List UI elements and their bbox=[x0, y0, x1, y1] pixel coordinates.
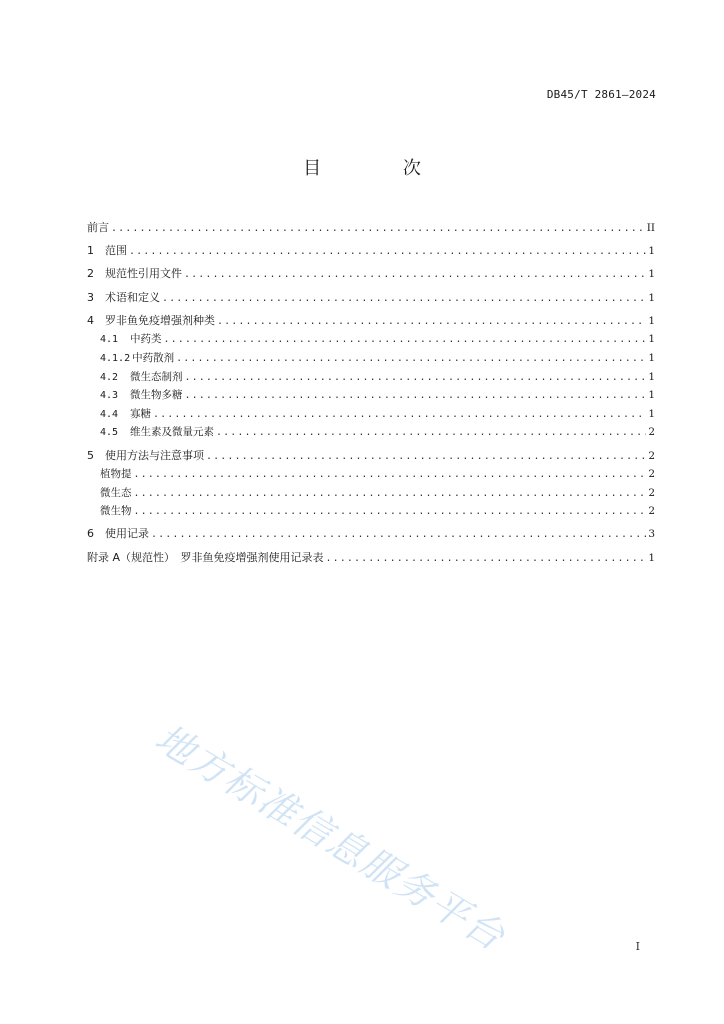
toc-entry[interactable] bbox=[87, 502, 655, 521]
toc-entry-title: 前言 bbox=[87, 221, 109, 234]
toc-entry-number: 4.5 bbox=[100, 427, 119, 439]
page-number: I bbox=[635, 940, 640, 953]
toc-entry-page: 1 bbox=[648, 351, 655, 364]
toc-dot-leader bbox=[217, 313, 646, 332]
toc-entry[interactable] bbox=[87, 465, 655, 484]
toc-entry-title: 罗非鱼免疫增强剂种类 bbox=[105, 313, 215, 327]
toc-dot-leader bbox=[134, 503, 647, 522]
toc-entry-page: 1 bbox=[648, 389, 655, 402]
watermark-text: 地方标准信息服务平台 bbox=[147, 715, 514, 960]
toc-entry[interactable] bbox=[87, 447, 655, 466]
toc-entry-page: 1 bbox=[648, 245, 655, 258]
toc-entry-title: 规范性引用文件 bbox=[105, 267, 182, 281]
toc-dot-leader bbox=[153, 406, 646, 425]
toc-entry-number: 1 bbox=[87, 244, 94, 258]
toc-entry-number: 4.2 bbox=[100, 371, 119, 383]
toc-entry[interactable] bbox=[87, 549, 655, 568]
toc-entry[interactable] bbox=[87, 525, 655, 544]
toc-dot-leader bbox=[134, 485, 647, 504]
toc-entry-title: 术语和定义 bbox=[105, 290, 160, 304]
document-code: DB45/T 2861—2024 bbox=[546, 88, 656, 101]
toc-entry-number: 4.1 bbox=[100, 334, 119, 346]
toc-dot-leader bbox=[326, 550, 647, 569]
toc-entry[interactable] bbox=[87, 405, 655, 424]
toc-entry[interactable] bbox=[87, 242, 655, 261]
toc-entry-title: 中药散剂 bbox=[132, 351, 175, 364]
toc-entry-title: 范围 bbox=[105, 244, 127, 258]
toc-entry-page: 2 bbox=[648, 505, 655, 518]
toc-dot-leader bbox=[164, 331, 647, 350]
toc-dot-leader bbox=[129, 243, 646, 262]
toc-entry[interactable] bbox=[87, 265, 655, 284]
toc-entry-number: 6 bbox=[87, 527, 94, 541]
toc-entry-title: 使用记录 bbox=[105, 527, 149, 541]
toc-entry-page: 1 bbox=[648, 551, 655, 564]
toc-entry[interactable] bbox=[87, 484, 655, 503]
toc-entry-title: 微生物多糖 bbox=[130, 389, 183, 402]
toc-entry-page: 1 bbox=[648, 314, 655, 327]
toc-entry-page: 3 bbox=[648, 528, 655, 541]
toc-entry-title: 微生物 bbox=[100, 505, 132, 518]
toc-entry-title: 维生素及微量元素 bbox=[130, 426, 214, 439]
toc-entry-number: 4.3 bbox=[100, 390, 119, 402]
toc-entry[interactable] bbox=[87, 219, 655, 238]
toc-entry[interactable] bbox=[87, 368, 655, 387]
toc-entry[interactable] bbox=[87, 312, 655, 331]
table-of-contents bbox=[87, 219, 655, 567]
toc-entry-page: 2 bbox=[648, 426, 655, 439]
toc-entry-number: 5 bbox=[87, 448, 94, 462]
toc-entry-title: 寡糖 bbox=[130, 407, 151, 420]
toc-entry-title: 微生态 bbox=[100, 486, 132, 499]
toc-entry[interactable] bbox=[87, 386, 655, 405]
toc-entry-page: 2 bbox=[648, 449, 655, 462]
toc-entry-title: 使用方法与注意事项 bbox=[105, 448, 204, 462]
toc-entry-number: 4.4 bbox=[100, 408, 119, 420]
toc-entry-page: 1 bbox=[648, 370, 655, 383]
toc-dot-leader bbox=[111, 220, 645, 239]
toc-entry-number: 4 bbox=[87, 313, 94, 327]
toc-entry[interactable] bbox=[87, 349, 655, 368]
toc-entry-page: 2 bbox=[648, 486, 655, 499]
toc-entry-title: 附录 A（规范性） 罗非鱼免疫增强剂使用记录表 bbox=[87, 550, 324, 564]
toc-dot-leader bbox=[151, 526, 646, 545]
toc-entry-number: 3 bbox=[87, 290, 94, 304]
toc-dot-leader bbox=[134, 466, 647, 485]
toc-dot-leader bbox=[185, 369, 647, 388]
toc-entry-page: 1 bbox=[648, 268, 655, 281]
toc-dot-leader bbox=[216, 424, 646, 443]
toc-entry-number: 4.1.2 bbox=[100, 352, 131, 364]
toc-dot-leader bbox=[162, 290, 646, 309]
toc-entry-page: 1 bbox=[648, 333, 655, 346]
toc-entry-number: 2 bbox=[87, 267, 94, 281]
toc-dot-leader bbox=[206, 448, 646, 467]
toc-dot-leader bbox=[184, 266, 646, 285]
toc-title: 目 次 bbox=[303, 158, 459, 179]
toc-entry-title: 中药类 bbox=[130, 333, 162, 346]
toc-entry-page: II bbox=[646, 222, 655, 234]
toc-dot-leader bbox=[176, 350, 646, 369]
toc-entry-page: 1 bbox=[648, 407, 655, 420]
toc-entry[interactable] bbox=[87, 289, 655, 308]
toc-entry[interactable] bbox=[87, 423, 655, 442]
toc-entry-page: 2 bbox=[648, 468, 655, 481]
toc-dot-leader bbox=[185, 387, 647, 406]
toc-entry-title: 微生态制剂 bbox=[130, 370, 183, 383]
toc-entry-page: 1 bbox=[648, 291, 655, 304]
toc-entry[interactable] bbox=[87, 330, 655, 349]
toc-entry-title: 植物提 bbox=[100, 468, 132, 481]
